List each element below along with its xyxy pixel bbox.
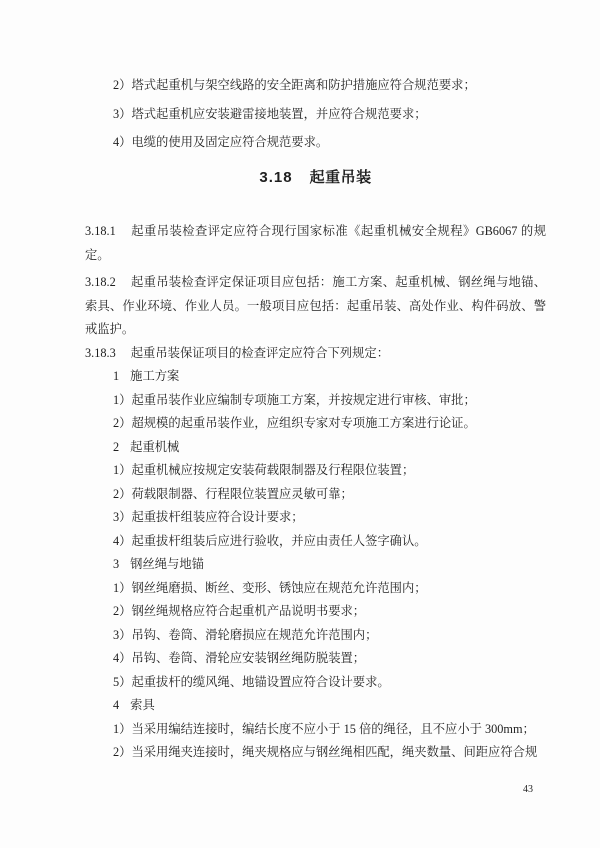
clause-number: 3.18.2 [85, 275, 116, 289]
list-item: 1）当采用编结连接时，编结长度不应小于 15 倍的绳径，且不应小于 300mm； [113, 721, 535, 736]
list-item: 1）钢丝绳磨损、断丝、变形、锈蚀应在规范允许范围内； [113, 580, 427, 595]
group-number: 4 [113, 698, 120, 712]
group-title [85, 365, 546, 389]
list-item: 2）超规模的起重吊装作业，应组织专家对专项施工方案进行论证。 [113, 416, 476, 430]
group-name: 起重机械 [130, 439, 180, 454]
clause-text: 起重吊装检查评定保证项目应包括：施工方案、起重机械、钢丝绳与地锚、索具、作业环境、作业人员。一般项目应包括：起重吊装、高处作业、构件码放、警戒监护。 [85, 275, 546, 336]
list-item: 4）起重拔杆组装后应进行验收，并应由责任人签字确认。 [113, 533, 427, 548]
group-title [85, 694, 546, 718]
group-title [85, 553, 546, 577]
clause-text: 起重吊装检查评定应符合现行国家标准《起重机械安全规程》GB6067 的规定。 [85, 224, 546, 262]
list-item: 3）起重拔杆组装应符合设计要求； [113, 510, 304, 524]
group-name: 施工方案 [130, 369, 180, 383]
list-item: 2）当采用绳夹连接时，绳夹规格应与钢丝绳相匹配，绳夹数量、间距应符合规 [113, 745, 538, 759]
clause [85, 342, 546, 366]
clause-number: 3.18.3 [85, 345, 116, 360]
group-name: 索具 [130, 698, 155, 712]
section-number: 3.18 [259, 169, 293, 186]
list-item: 4）电缆的使用及固定应符合规范要求。 [113, 135, 329, 149]
list-item: 2）荷载限制器、行程限位装置应灵敏可靠； [113, 486, 353, 501]
list-item: 3）塔式起重机应安装避雷接地装置，并应符合规范要求； [113, 106, 427, 121]
list-item: 3）吊钩、卷筒、滑轮磨损应在规范允许范围内； [113, 627, 378, 642]
list-item: 4）吊钩、卷筒、滑轮应安装钢丝绳防脱装置； [113, 651, 366, 665]
clause [85, 271, 546, 342]
list-item: 1）起重机械应按规定安装荷载限制器及行程限位装置； [113, 463, 415, 477]
group-number: 1 [113, 369, 120, 383]
list-item: 1）起重吊装作业应编制专项施工方案，并按规定进行审核、审批； [113, 392, 476, 407]
group-title [85, 436, 546, 460]
clause-number: 3.18.1 [85, 224, 116, 238]
list-item: 2）塔式起重机与架空线路的安全距离和防护措施应符合规范要求； [113, 78, 476, 92]
section-heading [85, 166, 546, 190]
page-number: 43 [523, 784, 533, 795]
group-number: 3 [113, 557, 120, 571]
section-title: 起重吊装 [309, 169, 372, 186]
list-item: 2）钢丝绳规格应符合起重机产品说明书要求； [113, 604, 366, 618]
clause [85, 220, 546, 267]
clause-text: 起重吊装保证项目的检查评定应符合下列规定： [130, 345, 389, 360]
list-item: 5）起重拔杆的缆风绳、地锚设置应符合设计要求。 [113, 674, 390, 689]
group-name: 钢丝绳与地锚 [130, 557, 204, 571]
group-number: 2 [113, 439, 120, 454]
